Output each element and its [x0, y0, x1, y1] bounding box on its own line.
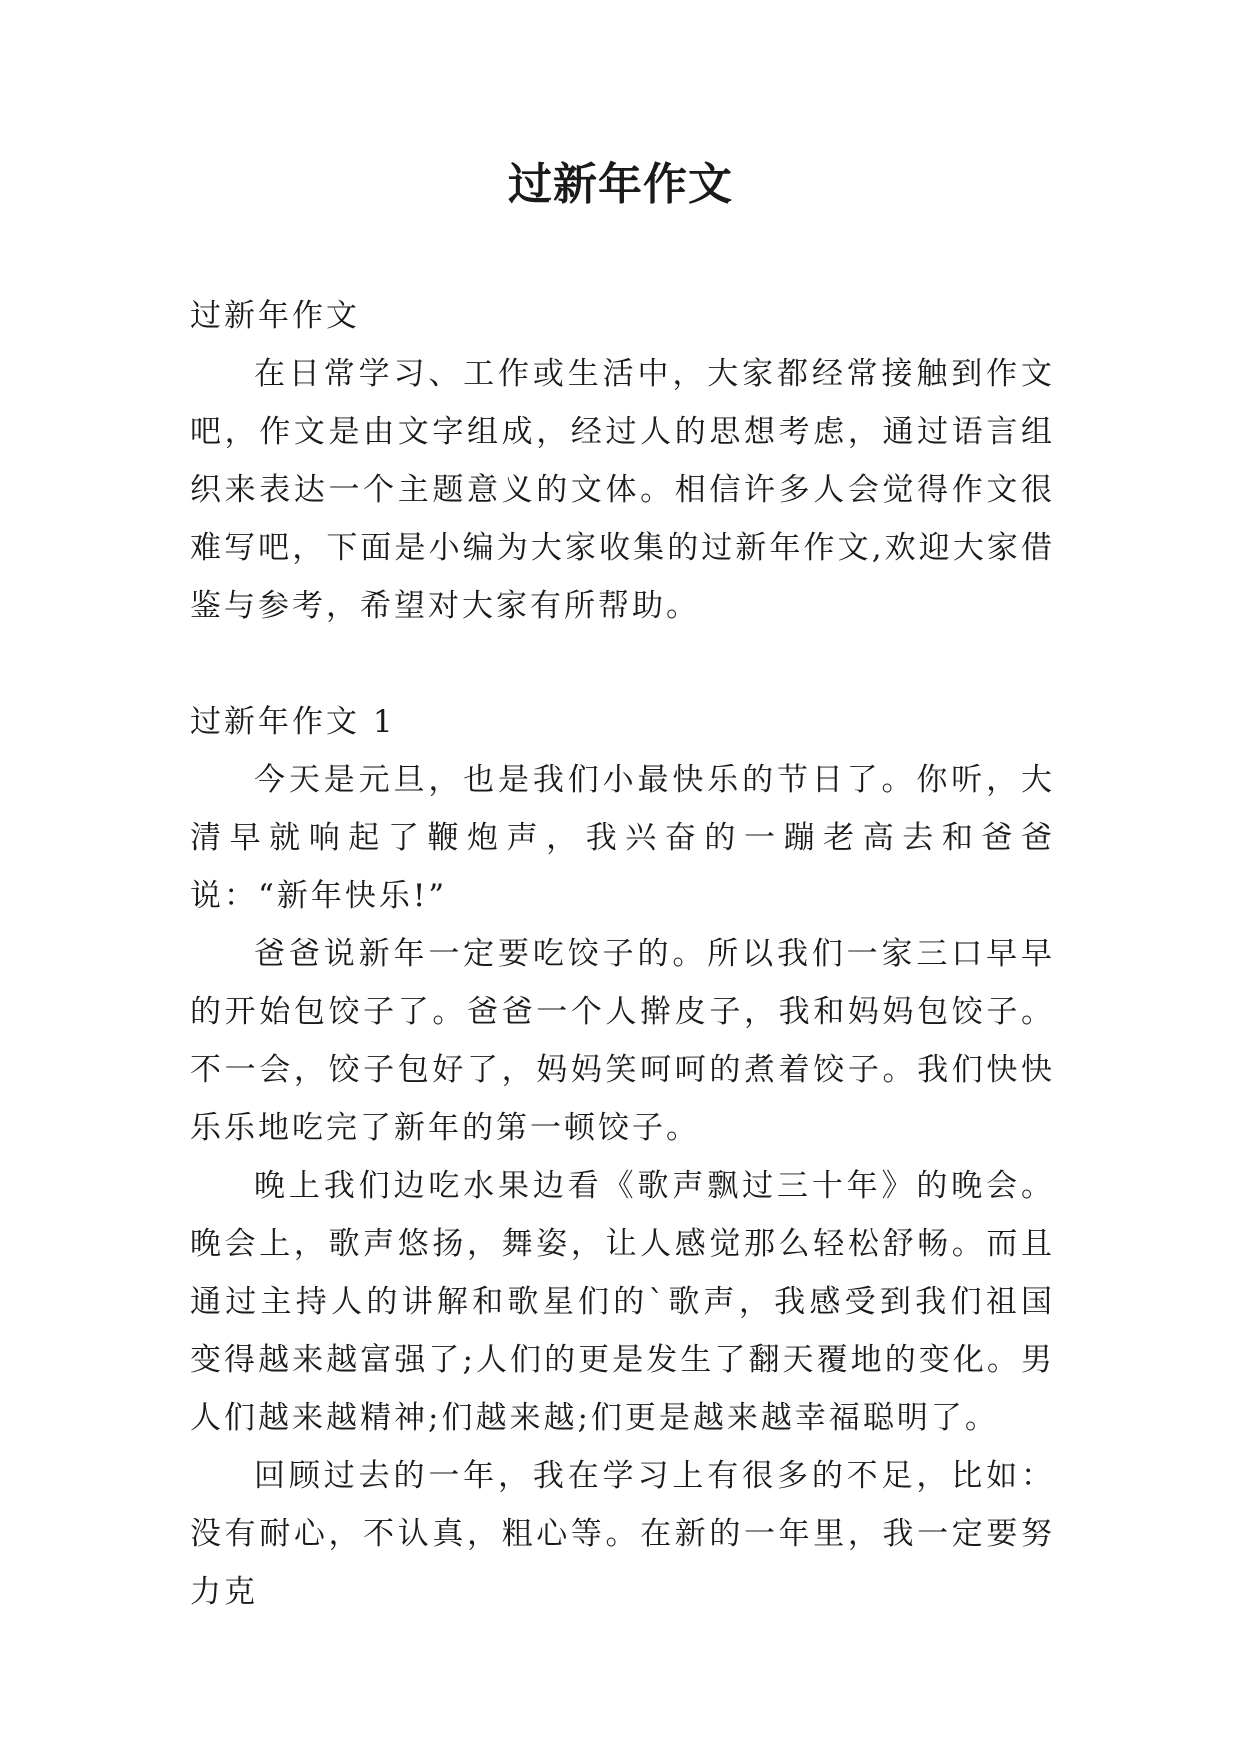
essay-paragraph: 爸爸说新年一定要吃饺子的。所以我们一家三口早早的开始包饺子了。爸爸一个人擀皮子，我和妈妈包饺子。不一会，饺子包好了，妈妈笑呵呵的煮着饺子。我们快快乐乐地吃完了新年的第一顿饺子。	[190, 936, 1055, 1146]
subheading: 过新年作文	[190, 298, 360, 334]
section-spacer	[190, 635, 1055, 693]
essay-paragraph: 晚上我们边吃水果边看《歌声飘过三十年》的晚会。晚会上，歌声悠扬，舞姿，让人感觉那么轻松舒畅。而且通过主持人的讲解和歌星们的`歌声，我感受到我们祖国变得越来越富强了;人们的更是发生了翻天覆地的变化。男人们越来越精神;们越来越;们更是越来越幸福聪明了。	[190, 1168, 1055, 1436]
essay-heading: 过新年作文 1	[190, 704, 396, 740]
document-title: 过新年作文	[508, 159, 733, 210]
intro-paragraph: 在日常学习、工作或生活中，大家都经常接触到作文吧，作文是由文字组成，经过人的思想考虑，通过语言组织来表达一个主题意义的文体。相信许多人会觉得作文很难写吧，下面是小编为大家收集的过新年作文,欢迎大家借鉴与参考，希望对大家有所帮助。	[190, 356, 1055, 624]
essay-paragraph: 今天是元旦，也是我们小最快乐的节日了。你听，大清早就响起了鞭炮声，我兴奋的一蹦老高去和爸爸说：“新年快乐!”	[190, 762, 1055, 914]
essay-paragraph: 回顾过去的一年，我在学习上有很多的不足，比如：没有耐心，不认真，粗心等。在新的一年里，我一定要努力克	[190, 1458, 1055, 1610]
document-body	[190, 287, 1055, 1621]
